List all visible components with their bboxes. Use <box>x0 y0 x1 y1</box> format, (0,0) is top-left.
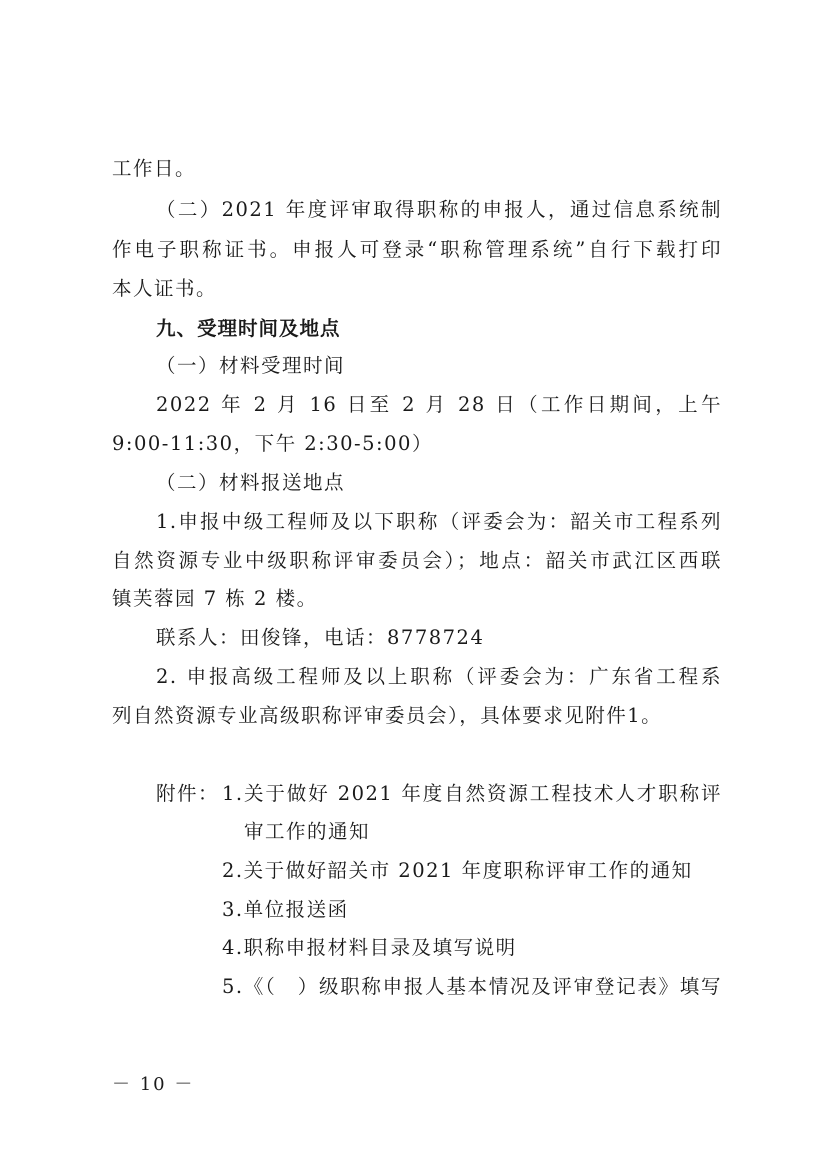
paragraph-line: 9:00-11:30，下午 2:30-5:00） <box>112 432 433 455</box>
paragraph-line: 2022 年 2 月 16 日至 2 月 28 日（工作日期间，上午 <box>156 393 722 416</box>
attachment-item: 4.职称申报材料目录及填写说明 <box>222 936 517 959</box>
attachments-label: 附件： <box>156 782 220 805</box>
page-number: － 10 － <box>112 1074 195 1095</box>
attachment-item-continuation: 审工作的通知 <box>244 820 371 843</box>
paragraph-line: （二）2021 年度评审取得职称的申报人，通过信息系统制 <box>156 198 722 221</box>
paragraph-line: 自然资源专业中级职称评审委员会）；地点：韶关市武江区西联 <box>112 549 722 572</box>
paragraph-line: 列自然资源专业高级职称评审委员会），具体要求见附件1。 <box>112 704 663 727</box>
paragraph-line: 镇芙蓉园 7 栋 2 楼。 <box>112 587 318 610</box>
paragraph-line: 工作日。 <box>112 157 197 180</box>
section-heading: 九、受理时间及地点 <box>156 317 341 340</box>
attachment-item: 2.关于做好韶关市 2021 年度职称评审工作的通知 <box>222 859 693 882</box>
paragraph-line: 本人证书。 <box>112 277 218 300</box>
paragraph-line: 1.申报中级工程师及以下职称（评委会为：韶关市工程系列 <box>156 510 722 533</box>
subsection-heading: （二）材料报送地点 <box>156 471 346 494</box>
subsection-heading: （一）材料受理时间 <box>156 354 346 377</box>
paragraph-line: 2. 申报高级工程师及以上职称（评委会为：广东省工程系 <box>156 665 722 688</box>
attachment-item: 1.关于做好 2021 年度自然资源工程技术人才职称评 <box>222 782 722 805</box>
paragraph-line: 作电子职称证书。申报人可登录“职称管理系统”自行下载打印 <box>112 238 722 261</box>
contact-line: 联系人：田俊锋，电话：8778724 <box>156 626 485 649</box>
attachment-item: 5.《（ ）级职称申报人基本情况及评审登记表》填写 <box>222 975 722 998</box>
attachment-item: 3.单位报送函 <box>222 898 349 921</box>
